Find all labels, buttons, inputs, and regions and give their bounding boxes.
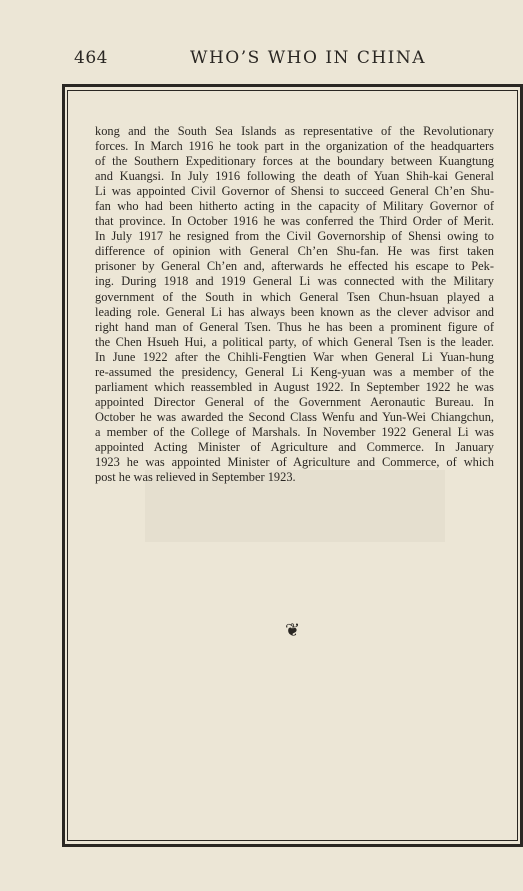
text-line: the Chen Hsueh Hui, a political party, of which General Tsen is the leader.	[95, 334, 494, 349]
biography-text	[95, 124, 494, 485]
text-line: fan who had been hitherto acting in the capacity of Military Governor of	[95, 199, 494, 214]
text-line: and Kuangsi. In July 1916 following the death of Yuan Shih-kai General	[95, 169, 494, 184]
text-line: leading role. General Li has always been known as the clever advisor and	[95, 304, 494, 319]
text-line: In July 1917 he resigned from the Civil Governorship of Shensi owing to	[95, 229, 494, 244]
text-line: kong and the South Sea Islands as representative of the Revolutionary	[95, 124, 494, 138]
text-line: October he was awarded the Second Class Wenfu and Yun-Wei Chiangchun,	[95, 409, 494, 424]
text-line: 1923 he was appointed Minister of Agriculture and Commerce, of which	[95, 455, 494, 470]
text-line: In June 1922 after the Chihli-Fengtien War when General Li Yuan-hung	[95, 349, 494, 364]
text-line: appointed Acting Minister of Agriculture and Commerce. In January	[95, 439, 494, 454]
text-line: prisoner by General Ch’en and, afterwards he effected his escape to Pek-	[95, 259, 494, 274]
text-line: right hand man of General Tsen. Thus he has been a prominent figure of	[95, 319, 494, 334]
page-number: 464	[74, 48, 108, 68]
text-line: appointed Director General of the Government Aeronautic Bureau. In	[95, 394, 494, 409]
text-line: government of the South in which General Tsen Chun-hsuan played a	[95, 289, 494, 304]
text-line: ing. During 1918 and 1919 General Li was connected with the Military	[95, 274, 494, 289]
text-line: forces. In March 1916 he took part in the organization of the headquarters	[95, 139, 494, 154]
text-line: post he was relieved in September 1923.	[95, 470, 296, 485]
text-line: parliament which reassembled in August 1922. In September 1922 he was	[95, 379, 494, 394]
running-head: WHO’S WHO IN CHINA	[190, 48, 427, 68]
floral-ornament-icon: ❦	[285, 620, 301, 641]
text-line: difference of opinion with General Ch’en Shu-fan. He was first taken	[95, 244, 494, 259]
text-line: of the Southern Expeditionary forces at the boundary between Kuangtung	[95, 154, 494, 169]
text-line: that province. In October 1916 he was conferred the Third Order of Merit.	[95, 214, 494, 229]
text-line: a member of the College of Marshals. In November 1922 General Li was	[95, 424, 494, 439]
text-line: re-assumed the presidency, General Li Keng-yuan was a member of the	[95, 364, 494, 379]
text-line: Li was appointed Civil Governor of Shensi to succeed General Ch’en Shu-	[95, 184, 494, 199]
